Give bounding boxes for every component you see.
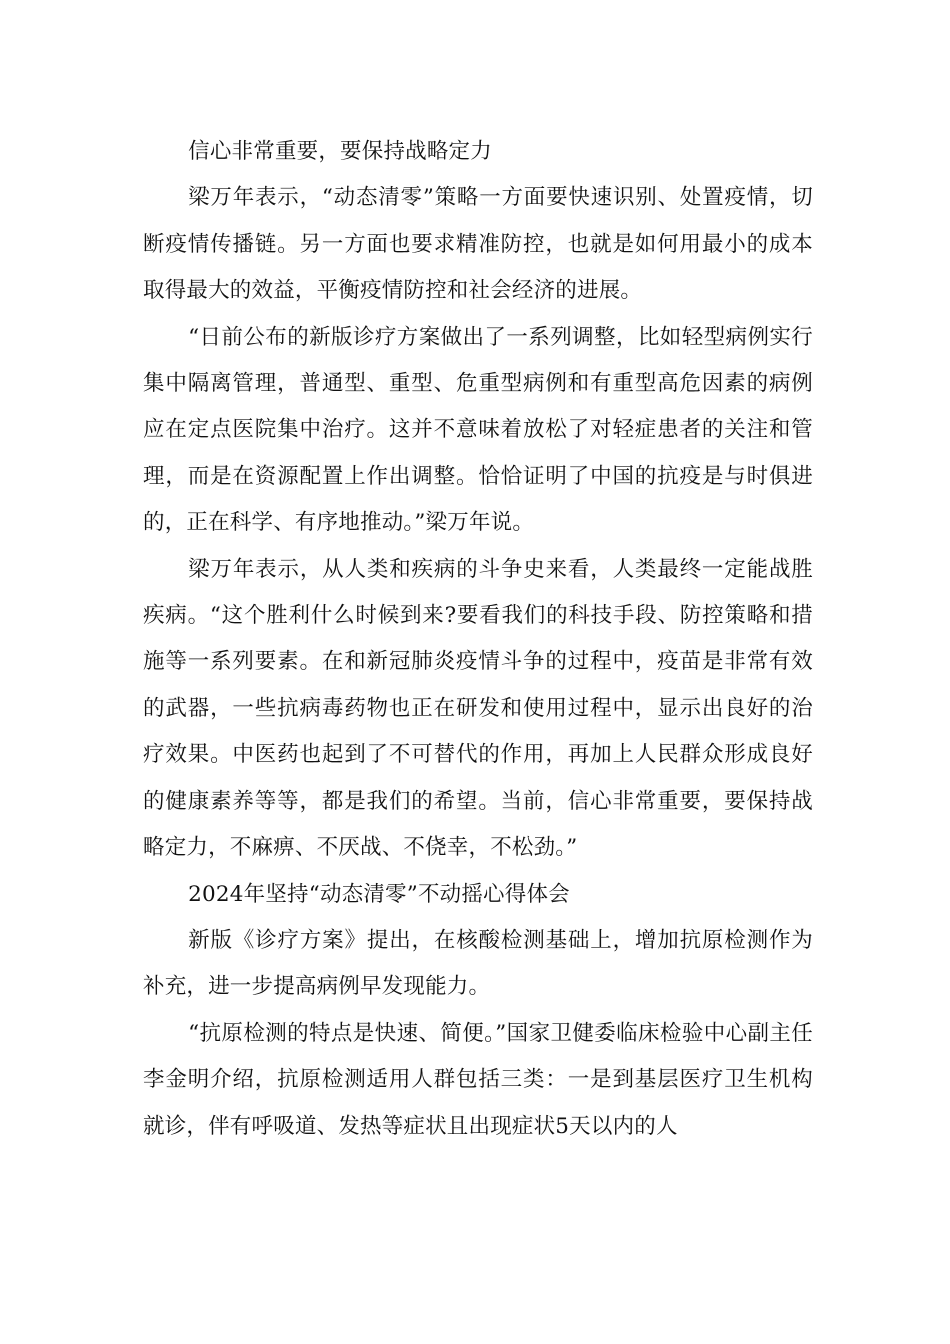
section-heading-confidence: 信心非常重要，要保持战略定力 xyxy=(188,139,492,164)
section-heading-2024-experience: 2024年坚持“动态清零”不动摇心得体会 xyxy=(188,881,570,907)
document-body xyxy=(143,129,813,1150)
paragraph-new-plan-antigen: 新版《诊疗方案》提出，在核酸检测基础上，增加抗原检测作为补充，进一步提高病例早发现能力。 xyxy=(143,927,813,1000)
paragraph-dynamic-zero-strategy: 梁万年表示，“动态清零”策略一方面要快速识别、处置疫情，切断疫情传播链。另一方面也要求精准防控，也就是如何用最小的成本取得最大的效益，平衡疫情防控和社会经济的进展。 xyxy=(143,185,813,304)
paragraph-antigen-testing: “抗原检测的特点是快速、简便。”国家卫健委临床检验中心副主任李金明介绍，抗原检测适用人群包括三类：一是到基层医疗卫生机构就诊，伴有呼吸道、发热等症状且出现症状5天以内的人 xyxy=(143,1020,813,1139)
paragraph-diagnosis-plan-adjustment: “日前公布的新版诊疗方案做出了一系列调整，比如轻型病例实行集中隔离管理，普通型、重型、危重型病例和有重型高危因素的病例应在定点医院集中治疗。这并不意味着放松了对轻症患者的关注和管理，而是在资源配置上作出调整。恰恰证明了中国的抗疫是与时俱进的，正在科学、有序地推动。”梁万年说。 xyxy=(143,324,813,536)
paragraph-defeat-disease: 梁万年表示，从人类和疾病的斗争史来看，人类最终一定能战胜疾病。“这个胜利什么时候到来?要看我们的科技手段、防控策略和措施等一系列要素。在和新冠肺炎疫情斗争的过程中，疫苗是非常有效的武器，一些抗病毒药物也正在研发和使用过程中，显示出良好的治疗效果。中医药也起到了不可替代的作用，再加上人民群众形成良好的健康素养等等，都是我们的希望。当前，信心非常重要，要保持战略定力，不麻痹、不厌战、不侥幸，不松劲。” xyxy=(143,556,813,861)
